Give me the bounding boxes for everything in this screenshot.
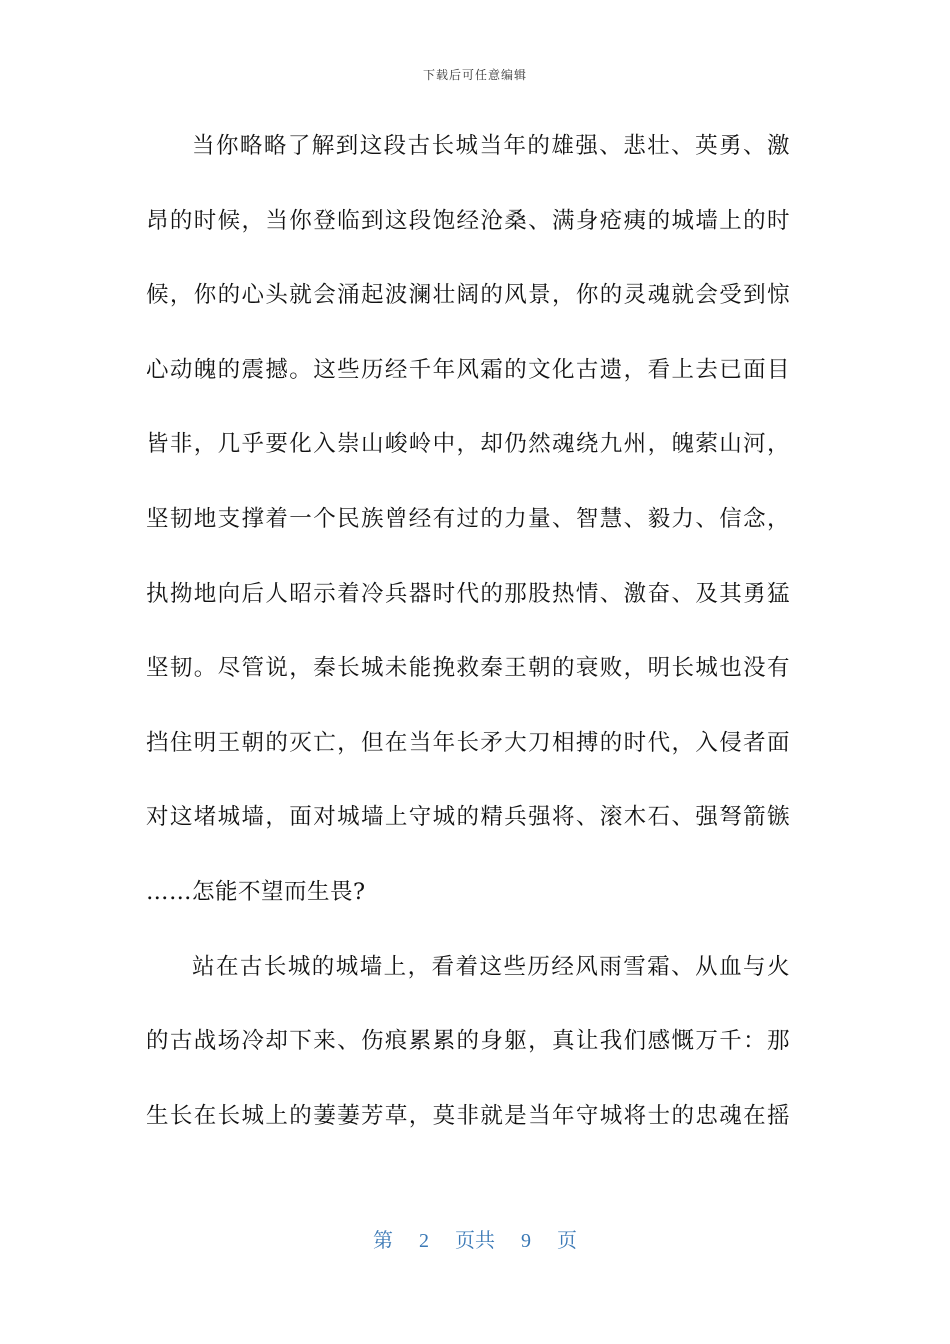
paragraph-line: 皆非，几乎要化入崇山峻岭中，却仍然魂绕九州，魄萦山河， [146, 431, 790, 458]
page-footer [0, 1224, 950, 1253]
document-body [146, 122, 790, 1166]
paragraph-line: 当你略略了解到这段古长城当年的雄强、悲壮、英勇、激 [192, 133, 790, 159]
page-header: 下载后可任意编辑 [422, 68, 527, 82]
footer-suffix: 页 [557, 1230, 577, 1252]
paragraph-line: ……怎能不望而生畏? [146, 878, 366, 905]
paragraph-line: 候，你的心头就会涌起波澜壮阔的风景，你的灵魂就会受到惊 [146, 282, 790, 309]
paragraph-line: 坚韧地支撑着一个民族曾经有过的力量、智慧、毅力、信念， [146, 505, 790, 532]
footer-middle: 页共 [455, 1230, 495, 1252]
paragraph-line: 坚韧。尽管说，秦长城未能挽救秦王朝的衰败，明长城也没有 [146, 655, 790, 682]
paragraph-line: 昂的时候，当你登临到这段饱经沧桑、满身疮痍的城墙上的时 [146, 207, 790, 234]
paragraph-line: 执拗地向后人昭示着冷兵器时代的那股热情、激奋、及其勇猛 [146, 580, 790, 607]
total-pages-number: 9 [521, 1230, 531, 1252]
paragraph-line: 心动魄的震撼。这些历经千年风霜的文化古遗，看上去已面目 [146, 356, 790, 383]
paragraph-line: 站在古长城的城墙上，看着这些历经风雨雪霜、从血与火 [192, 953, 790, 980]
current-page-number: 2 [419, 1230, 429, 1252]
paragraph-line: 的古战场冷却下来、伤痕累累的身躯，真让我们感慨万千：那 [146, 1028, 790, 1055]
paragraph-line: 挡住明王朝的灭亡，但在当年长矛大刀相搏的时代，入侵者面 [146, 729, 790, 756]
paragraph-line: 对这堵城墙，面对城墙上守城的精兵强将、滚木石、强弩箭镞 [146, 804, 790, 831]
paragraph-line: 生长在长城上的萋萋芳草，莫非就是当年守城将士的忠魂在摇 [146, 1102, 790, 1129]
footer-prefix: 第 [373, 1230, 393, 1252]
